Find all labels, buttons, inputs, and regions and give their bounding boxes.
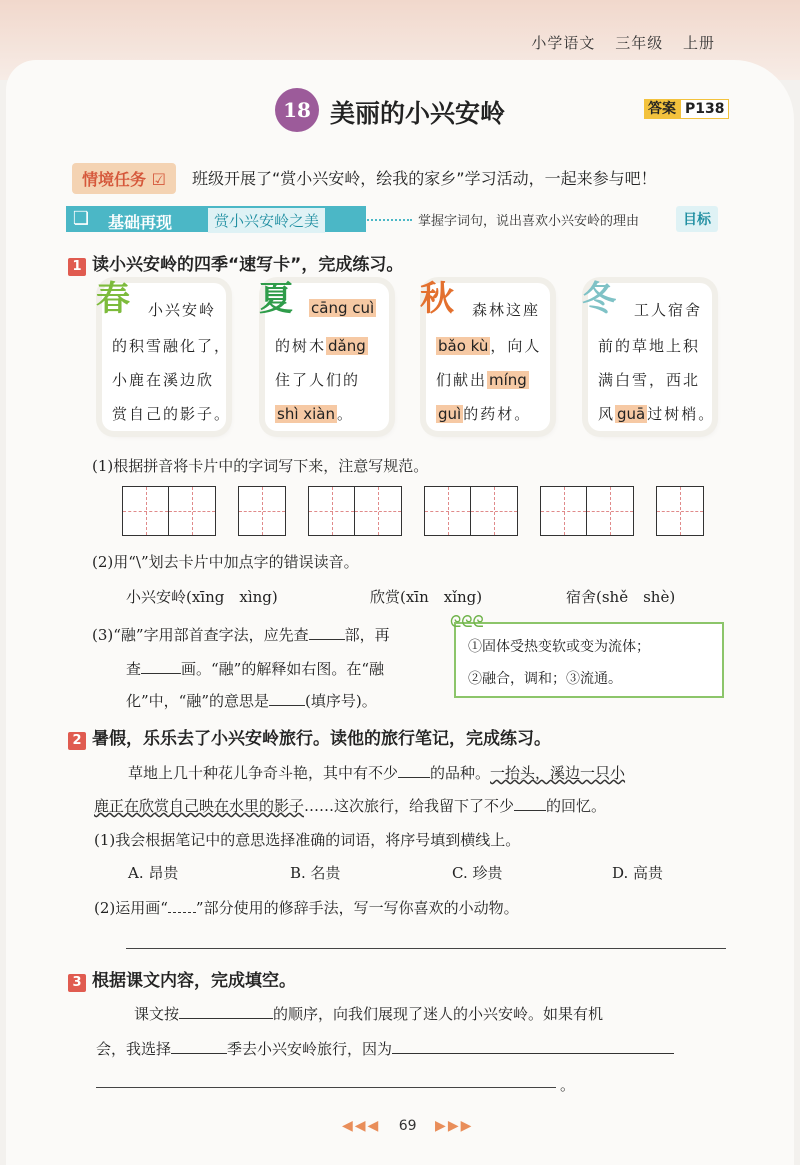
q2-text: ”部分使用的修辞手法，写一写你喜欢的小动物。 [195,899,519,917]
card-text: 。 [337,405,355,423]
q3-text: 的顺序，向我们展现了迷人的小兴安岭。如果有机 [273,1005,604,1023]
q1-sub3-text: (填序号)。 [305,692,377,710]
q3-number: 3 [68,974,86,992]
q1-sub2: (2)用“\”划去卡片中加点字的错误读音。 [92,553,359,571]
q3-line1 [134,1003,603,1024]
answer-blank[interactable] [179,1004,273,1019]
pinyin-blank: cāng cuì [311,299,375,317]
wavy-underlined-text: 一抬头，溪边一只小 [490,764,626,782]
card-line: 住了人们的 [275,371,361,389]
card-text: ，向人 [490,337,542,355]
q3-title [68,966,296,992]
answer-blank[interactable] [392,1039,674,1054]
header-grade: 三年级 [615,34,664,52]
writing-grid[interactable] [540,486,634,536]
writing-grid[interactable] [238,486,286,536]
pronunciation-choice[interactable]: 小兴安岭(xīng xìng) [126,588,278,606]
q2-text: ……这次旅行，给我留下了不少 [304,797,515,815]
dictionary-box [454,622,724,698]
season-spring: 春 [96,279,130,319]
q3-title-text: 根据课文内容，完成填空。 [92,971,296,991]
pinyin-blank: bǎo kù [438,337,489,355]
pinyin-blank: shì xiàn [277,405,336,423]
card-line: 小鹿在溪边欣 [112,371,215,389]
card-line: 的积雪融化了， [112,337,232,355]
q2-title-text: 暑假，乐乐去了小兴安岭旅行。读他的旅行笔记，完成练习。 [92,729,551,749]
task-tag [72,163,176,194]
q2-para-line1 [128,762,625,783]
dictionary-line: ②融合，调和；③流通。 [468,671,622,687]
pinyin-blank: dǎng [328,337,366,355]
q2-title [68,724,551,750]
pinyin-blank: guā [617,405,646,423]
writing-grid[interactable] [656,486,704,536]
q1-title-text: 读小兴安岭的四季“速写卡”，完成练习。 [92,255,404,275]
pinyin-blank: míng [489,371,527,389]
writing-grid[interactable] [308,486,402,536]
card-text: 的树木 [275,337,327,355]
option[interactable]: C. 珍贵 [452,864,503,882]
season-autumn: 秋 [420,279,454,319]
answer-line[interactable] [126,948,726,949]
left-arrows-icon: ◀◀◀ [342,1118,381,1134]
option[interactable]: D. 高贵 [612,864,664,882]
q3-line2 [96,1038,674,1059]
q1-sub3-line2 [126,658,384,679]
season-card-winter [582,279,716,431]
page-number: 69 [398,1118,417,1134]
q1-sub3-line3 [126,690,377,711]
writing-grid[interactable] [122,486,216,536]
card-line: 森林这座 [472,301,541,319]
checkbox-icon: ☑ [151,170,166,189]
answer-label: 答案 [644,99,680,119]
q1-sub1: (1)根据拼音将卡片中的字词写下来，注意写规范。 [92,457,429,475]
card-text: 风 [598,405,616,423]
header-subject: 小学语文 [531,34,596,52]
q1-sub3-text: 查 [126,660,142,678]
page-footer [342,1118,473,1134]
card-text: 的药材。 [463,405,532,423]
q1-sub3-text: 部，再 [344,626,390,644]
q1-sub3-text: 化”中，“融”的意思是 [126,692,270,710]
pinyin-blank: guì [438,405,462,423]
q2-sub1: (1)我会根据笔记中的意思选择准确的词语，将序号填到横线上。 [94,831,521,849]
answer-line[interactable] [96,1087,556,1088]
answer-blank[interactable] [514,796,546,811]
answer-page: P138 [680,99,729,119]
answer-blank[interactable] [141,659,181,674]
page-header [517,32,715,53]
q3-line3-end: 。 [560,1076,576,1094]
card-line: 满白雪，西北 [598,371,701,389]
season-card-spring [96,279,232,431]
q2-number: 2 [68,732,86,750]
book-icon: ❏ [72,208,90,229]
task-tag-label: 情境任务 [82,170,147,189]
card-line: 赏自己的影子。 [112,405,232,423]
dictionary-line: ①固体受热变软或变为流体； [468,639,650,655]
goal-tag: 目标 [676,206,718,232]
q2-sub2 [94,897,519,918]
task-text: 班级开展了“赏小兴安岭，绘我的家乡”学习活动，一起来参与吧！ [192,169,657,188]
q2-text: 的回忆。 [546,797,607,815]
q2-text: 草地上几十种花儿争奇斗艳，其中有不少 [128,764,399,782]
season-card-summer [259,279,389,431]
option[interactable]: B. 名贵 [290,864,341,882]
wavy-mark-sample [168,898,196,913]
season-summer: 夏 [259,279,293,319]
q2-text: (2)运用画“ [94,899,168,917]
answer-blank[interactable] [309,625,345,640]
q1-sub3-text: 画。“融”的解释如右图。在“融 [181,660,385,678]
q3-text: 会，我选择 [96,1040,172,1058]
season-card-autumn [420,279,550,431]
section-subtitle: 赏小兴安岭之美 [208,208,325,233]
q1-number: 1 [68,258,86,276]
wavy-underlined-text: 鹿正在欣赏自己映在水里的影子 [94,797,305,815]
answer-blank[interactable] [398,763,430,778]
card-line: 前的草地上积 [598,337,701,355]
q1-sub3-text: (3)“融”字用部首查字法，应先查 [92,626,309,644]
card-text: 过树梢。 [647,405,716,423]
pronunciation-choice[interactable]: 欣赏(xīn xǐng) [370,588,483,606]
option[interactable]: A. 昂贵 [128,864,179,882]
pronunciation-choice[interactable]: 宿舍(shě shè) [566,588,676,606]
lesson-title: 美丽的小兴安岭 [330,99,506,128]
section-label: 基础再现 [108,213,173,232]
card-line: 小兴安岭 [148,301,217,319]
header-volume: 上册 [682,34,715,52]
card-line: 工人宿舍 [634,301,703,319]
writing-grid[interactable] [424,486,518,536]
lesson-number-badge: 18 [275,88,319,132]
season-winter: 冬 [582,279,616,319]
answer-blank[interactable] [171,1039,227,1054]
q2-text: 的品种。 [430,764,491,782]
answer-reference[interactable] [644,98,729,118]
right-arrows-icon: ▶▶▶ [435,1118,474,1134]
q3-text: 课文按 [134,1005,180,1023]
q3-text: 季去小兴安岭旅行，因为 [227,1040,393,1058]
curl-decoration-icon: ᘓᘓᘓ [450,612,484,631]
q1-sub3-line1 [92,624,390,645]
section-goal-text: 掌握字词句，说出喜欢小兴安岭的理由 [418,214,640,229]
section-divider [360,219,412,221]
answer-blank[interactable] [269,691,305,706]
card-text: 们献出 [436,371,488,389]
q2-para-line2 [94,795,606,816]
